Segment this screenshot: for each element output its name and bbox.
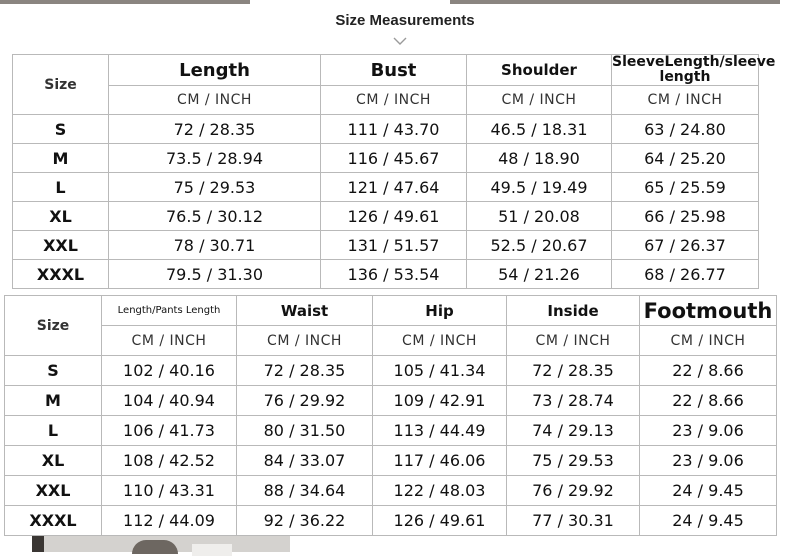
unit-label: CM / INCH (237, 326, 373, 356)
size-label: M (5, 386, 102, 416)
unit-label: CM / INCH (102, 326, 237, 356)
waist-value: 76 / 29.92 (237, 386, 373, 416)
length-value: 72 / 28.35 (109, 115, 321, 144)
col-length: Length (109, 55, 321, 86)
inside-value: 76 / 29.92 (507, 476, 640, 506)
footmouth-value: 23 / 9.06 (640, 446, 777, 476)
top-size-table (12, 54, 776, 289)
col-bust: Bust (321, 55, 467, 86)
hip-value: 109 / 42.91 (373, 386, 507, 416)
footmouth-value: 24 / 9.45 (640, 476, 777, 506)
bust-value: 121 / 47.64 (321, 173, 467, 202)
footmouth-value: 24 / 9.45 (640, 506, 777, 536)
unit-row (13, 86, 759, 115)
inside-value: 74 / 29.13 (507, 416, 640, 446)
size-label: L (5, 416, 102, 446)
waist-value: 88 / 34.64 (237, 476, 373, 506)
size-label: L (13, 173, 109, 202)
unit-label: CM / INCH (109, 86, 321, 115)
bottom-size-table (4, 295, 777, 536)
size-label: XXXL (5, 506, 102, 536)
length-value: 75 / 29.53 (109, 173, 321, 202)
length-value: 79.5 / 31.30 (109, 260, 321, 289)
unit-label: CM / INCH (640, 326, 777, 356)
shoulder-value: 54 / 21.26 (467, 260, 612, 289)
photo-highlight (192, 544, 232, 556)
unit-label: CM / INCH (467, 86, 612, 115)
size-label: S (5, 356, 102, 386)
pants-length-value: 104 / 40.94 (102, 386, 237, 416)
bust-value: 111 / 43.70 (321, 115, 467, 144)
footmouth-value: 23 / 9.06 (640, 416, 777, 446)
shoulder-value: 51 / 20.08 (467, 202, 612, 231)
pants-length-value: 102 / 40.16 (102, 356, 237, 386)
size-label: XL (5, 446, 102, 476)
col-footmouth: Footmouth (640, 296, 777, 326)
length-value: 76.5 / 30.12 (109, 202, 321, 231)
table-row (13, 115, 759, 144)
inside-value: 77 / 30.31 (507, 506, 640, 536)
table-row (13, 231, 759, 260)
table-row (13, 260, 759, 289)
size-label: XL (13, 202, 109, 231)
product-photo (32, 536, 290, 552)
photo-figure (132, 540, 178, 554)
col-pants-length: Length/Pants Length (102, 296, 237, 326)
inside-value: 73 / 28.74 (507, 386, 640, 416)
bust-value: 136 / 53.54 (321, 260, 467, 289)
size-label: XXXL (13, 260, 109, 289)
col-hip: Hip (373, 296, 507, 326)
hip-value: 126 / 49.61 (373, 506, 507, 536)
size-header: Size (13, 55, 109, 115)
hip-value: 105 / 41.34 (373, 356, 507, 386)
header-row (5, 296, 777, 326)
sleeve-length-value: 67 / 26.37 (612, 231, 759, 260)
col-waist: Waist (237, 296, 373, 326)
hip-value: 117 / 46.06 (373, 446, 507, 476)
top-photo-strip-left (0, 0, 250, 4)
waist-value: 80 / 31.50 (237, 416, 373, 446)
table-row (5, 386, 777, 416)
size-label: XXL (13, 231, 109, 260)
col-inside: Inside (507, 296, 640, 326)
table-row (5, 476, 777, 506)
shoulder-value: 49.5 / 19.49 (467, 173, 612, 202)
inside-value: 75 / 29.53 (507, 446, 640, 476)
table-row (13, 144, 759, 173)
sleeve-length-value: 66 / 25.98 (612, 202, 759, 231)
size-header: Size (5, 296, 102, 356)
photo-shadow (32, 536, 44, 552)
unit-label: CM / INCH (373, 326, 507, 356)
col-shoulder: Shoulder (467, 55, 612, 86)
table-row (13, 202, 759, 231)
size-label: XXL (5, 476, 102, 506)
table-row (5, 446, 777, 476)
sleeve-length-value: 63 / 24.80 (612, 115, 759, 144)
header-row (13, 55, 759, 86)
sleeve-length-value: 65 / 25.59 (612, 173, 759, 202)
hip-value: 122 / 48.03 (373, 476, 507, 506)
size-label: M (13, 144, 109, 173)
shoulder-value: 48 / 18.90 (467, 144, 612, 173)
unit-label: CM / INCH (321, 86, 467, 115)
table-row (13, 173, 759, 202)
footmouth-value: 22 / 8.66 (640, 356, 777, 386)
table-row (5, 416, 777, 446)
top-photo-strip-right (450, 0, 780, 4)
bust-value: 126 / 49.61 (321, 202, 467, 231)
length-value: 78 / 30.71 (109, 231, 321, 260)
sleeve-length-value: 64 / 25.20 (612, 144, 759, 173)
pants-length-value: 106 / 41.73 (102, 416, 237, 446)
pants-length-value: 112 / 44.09 (102, 506, 237, 536)
table-row (5, 506, 777, 536)
waist-value: 72 / 28.35 (237, 356, 373, 386)
shoulder-value: 52.5 / 20.67 (467, 231, 612, 260)
footmouth-value: 22 / 8.66 (640, 386, 777, 416)
col-sleeve-length: SleeveLength/sleeve length (612, 54, 776, 85)
inside-value: 72 / 28.35 (507, 356, 640, 386)
unit-row (5, 326, 777, 356)
shoulder-value: 46.5 / 18.31 (467, 115, 612, 144)
bust-value: 131 / 51.57 (321, 231, 467, 260)
waist-value: 84 / 33.07 (237, 446, 373, 476)
pants-length-value: 108 / 42.52 (102, 446, 237, 476)
waist-value: 92 / 36.22 (237, 506, 373, 536)
bust-value: 116 / 45.67 (321, 144, 467, 173)
unit-label: CM / INCH (507, 326, 640, 356)
page-title: Size Measurements (335, 12, 475, 29)
chevron-down-icon (392, 36, 408, 46)
size-label: S (13, 115, 109, 144)
length-value: 73.5 / 28.94 (109, 144, 321, 173)
hip-value: 113 / 44.49 (373, 416, 507, 446)
pants-length-value: 110 / 43.31 (102, 476, 237, 506)
table-row (5, 356, 777, 386)
unit-label: CM / INCH (612, 86, 759, 115)
sleeve-length-value: 68 / 26.77 (612, 260, 759, 289)
